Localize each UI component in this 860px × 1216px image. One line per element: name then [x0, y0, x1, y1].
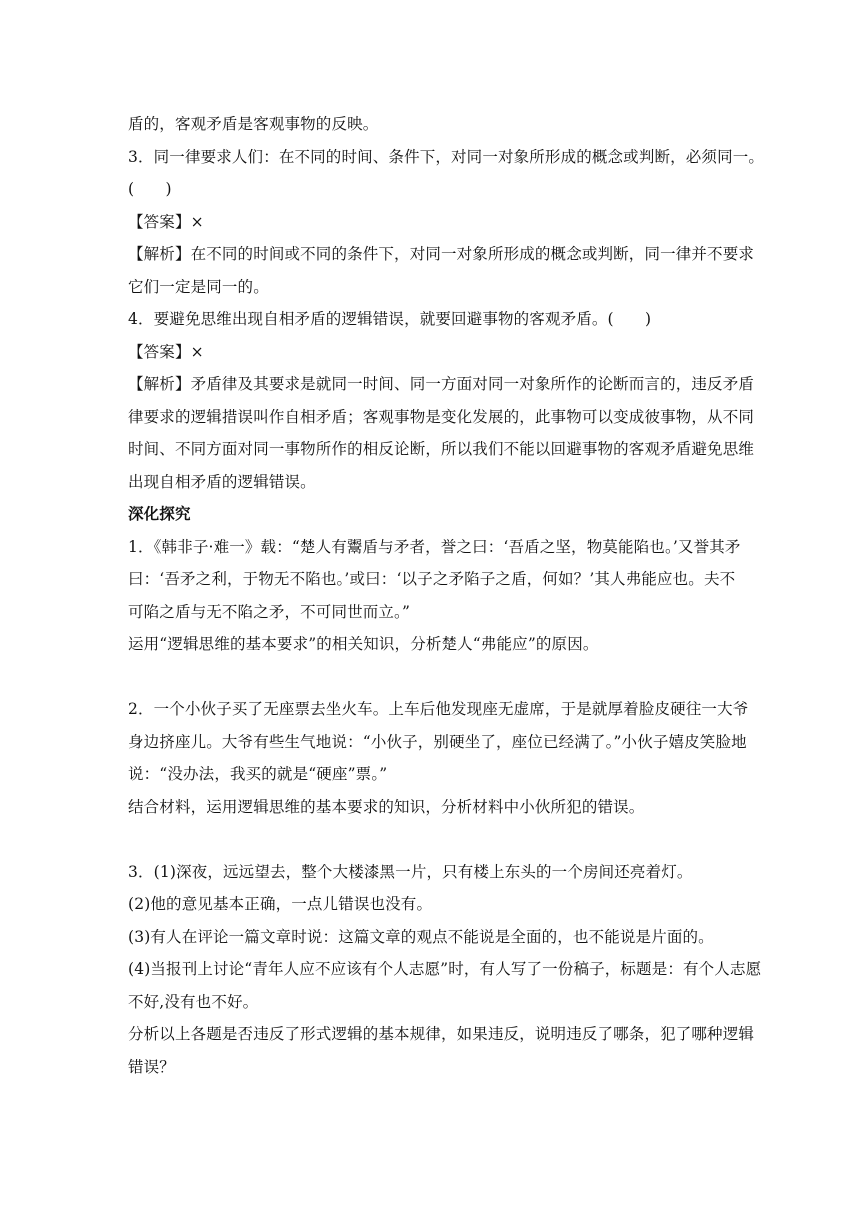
answer-space — [128, 661, 734, 694]
deep-question-3-task: 分析以上各题是否违反了形式逻辑的基本规律，如果违反，说明违反了哪条，犯了哪种逻辑 — [128, 1025, 755, 1043]
question-3-analysis: 它们一定是同一的。 — [128, 277, 269, 296]
question-3-blank: ( ) — [128, 180, 172, 198]
section-title: 深化探究 — [128, 504, 191, 523]
deep-question-2-material: 说：“没办法，我买的就是“硬座”票。” — [128, 765, 388, 783]
question-3-answer: 【答案】× — [128, 212, 204, 231]
deep-question-1 — [128, 531, 741, 661]
question-4-analysis: 出现自相矛盾的逻辑错误。 — [128, 472, 316, 491]
question-3-stem: 3．同一律要求人们：在不同的时间、条件下，对同一对象所形成的概念或判断，必须同一。 — [128, 147, 765, 166]
deep-question-3 — [128, 856, 762, 1084]
deep-question-3-item: 不好,没有也不好。 — [128, 992, 259, 1011]
answer-space — [128, 823, 734, 856]
deep-question-3-item: (3)有人在评论一篇文章时说：这篇文章的观点不能说是全面的，也不能说是片面的。 — [128, 927, 714, 946]
deep-question-1-task: 运用“逻辑思维的基本要求”的相关知识，分析楚人“弗能应”的原因。 — [128, 635, 599, 653]
question-4-analysis: 律要求的逻辑措误叫作自相矛盾；客观事物是变化发展的，此事物可以变成彼事物，从不同 — [128, 407, 755, 426]
deep-question-1-material: 曰：‘吾矛之利，于物无不陷也。’或曰：‘以子之矛陷子之盾，何如？’其人弗能应也。夫不 — [128, 570, 736, 588]
question-4 — [128, 303, 755, 498]
deep-question-3-item: (2)他的意见基本正确，一点儿错误也没有。 — [128, 895, 433, 913]
deep-question-3-task: 错误？ — [128, 1057, 175, 1076]
question-4-analysis: 【解析】矛盾律及其要求是就同一时间、同一方面对同一对象所作的论断而言的，违反矛盾 — [128, 375, 755, 393]
deep-question-2 — [128, 693, 749, 823]
deep-question-3-item: 3．(1)深夜，远远望去，整个大楼漆黑一片，只有楼上东头的一个房间还亮着灯。 — [128, 862, 693, 881]
question-3-analysis: 【解析】在不同的时间或不同的条件下，对同一对象所形成的概念或判断，同一律并不要求 — [128, 245, 755, 263]
question-3 — [128, 141, 765, 304]
deep-question-1-material: 1．《韩非子·难一》载：“楚人有鬻盾与矛者，誉之曰：‘吾盾之坚，物莫能陷也。’又誉其矛 — [128, 537, 741, 556]
deep-question-2-material: 身边挤座儿。大爷有些生气地说：“小伙子，别硬坐了，座位已经满了。”小伙子嬉皮笑脸地 — [128, 732, 747, 751]
question-4-stem: 4．要避免思维出现自相矛盾的逻辑错误，就要回避事物的客观矛盾。( ) — [128, 310, 652, 328]
deep-question-3-item: (4)当报刊上讨论“青年人应不应该有个人志愿”时，有人写了一份稿子，标题是：有个人志愿 — [128, 960, 762, 978]
deep-question-2-material: 2．一个小伙子买了无座票去坐火车。上车后他发现座无虚席，于是就厚着脸皮硬往一大爷 — [128, 700, 749, 718]
deep-question-2-task: 结合材料，运用逻辑思维的基本要求的知识，分析材料中小伙所犯的错误。 — [128, 797, 645, 816]
question-4-answer: 【答案】× — [128, 342, 204, 361]
document-page — [128, 108, 765, 1083]
deep-question-1-material: 可陷之盾与无不陷之矛，不可同世而立。” — [128, 602, 411, 621]
question-4-analysis: 时间、不同方面对同一事物所作的相反论断，所以我们不能以回避事物的客观矛盾避免思维 — [128, 440, 755, 458]
question-2-continuation: 盾的，客观矛盾是客观事物的反映。 — [128, 115, 379, 133]
